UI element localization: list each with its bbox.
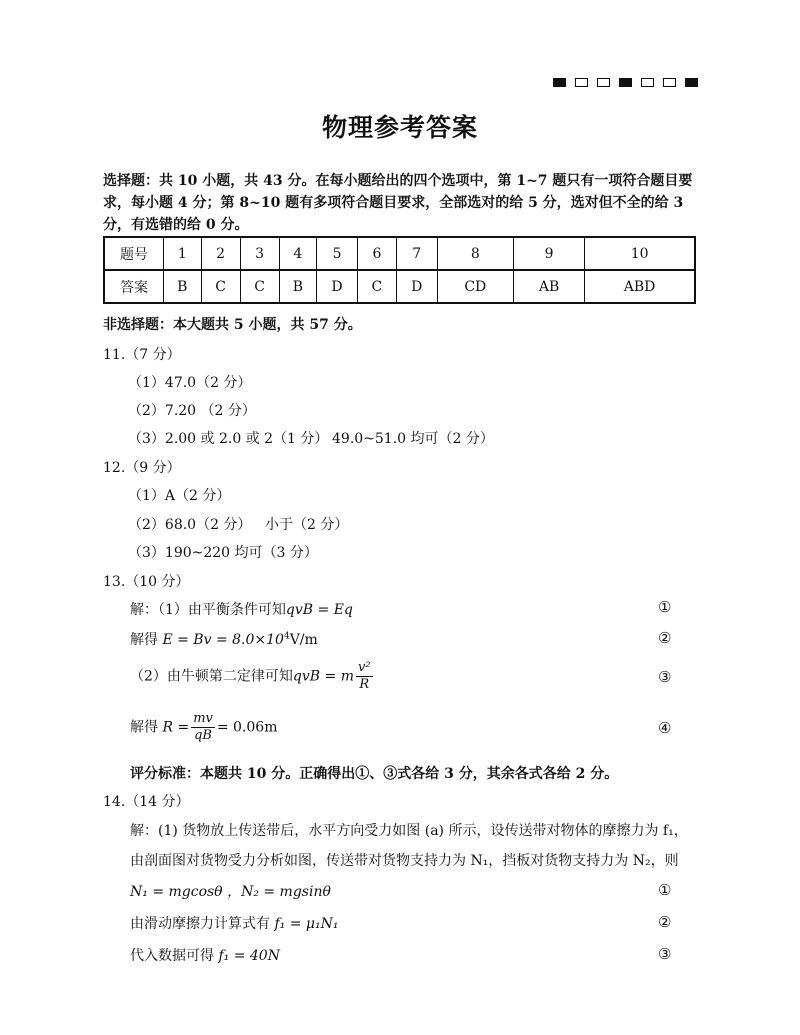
q13-line-3-text: （2）由牛顿第二定律可知 — [130, 668, 293, 685]
q13-unit: V/m — [289, 632, 318, 648]
table-cell: C — [357, 270, 396, 303]
q13-line-4-text: 解得 — [130, 719, 158, 736]
choice-intro: 选择题：共 10 小题，共 43 分。在每小题给出的四个选项中，第 1~7 题只有一项符合题目要求，每小题 4 分；第 8~10 题有多项符合题目要求，全部选对的给 5 分，选对但不全的给 3 分，有选错的给 0 分。 — [103, 173, 693, 233]
q14-line-3 — [130, 881, 331, 901]
marker-square — [619, 78, 632, 87]
table-cell: ABD — [585, 270, 695, 303]
marker-square — [685, 78, 698, 87]
table-cell: 答案 — [104, 270, 164, 303]
q14-equation-5: f₁ = 40N — [218, 948, 280, 964]
table-cell: C — [201, 270, 240, 303]
q12-answer-2: （2）68.0（2 分） — [128, 517, 252, 533]
q14-equation-4: f₁ = μ₁N₁ — [274, 916, 339, 932]
table-row — [104, 270, 695, 303]
table-cell: 1 — [164, 237, 202, 270]
q11-answer-3b: 49.0~51.0 均可（2 分） — [332, 431, 494, 447]
q12-answer-3: （3）190~220 均可（3 分） — [128, 545, 318, 561]
table-cell: 6 — [357, 237, 396, 270]
fraction-denominator: qB — [194, 728, 212, 743]
q13-line-1-text: 解：（1）由平衡条件可知 — [130, 602, 286, 618]
q13-criteria: 评分标准：本题共 10 分。正确得出①、③式各给 3 分，其余各式各给 2 分。 — [130, 766, 619, 782]
q12-answer-2b: 小于（2 分） — [265, 517, 349, 533]
marker-square — [641, 78, 654, 87]
equation-number: ④ — [658, 719, 672, 737]
marker-square — [663, 78, 676, 87]
equation-number: ① — [658, 598, 672, 616]
nonchoice-heading: 非选择题：本大题共 5 小题，共 57 分。 — [103, 317, 362, 333]
fraction-denominator: R — [359, 677, 370, 692]
table-row — [104, 237, 695, 270]
table-cell: 10 — [585, 237, 695, 270]
table-cell: C — [240, 270, 279, 303]
table-cell: B — [164, 270, 202, 303]
q13-equation-4: R = — [162, 719, 190, 736]
fraction — [356, 660, 373, 693]
table-cell: 5 — [317, 237, 358, 270]
q12-answer-1: （1）A（2 分） — [128, 488, 231, 504]
fraction — [191, 711, 215, 744]
q14-line-2: 由剖面图对货物受力分析如图，传送带对货物支持力为 N₁，挡板对货物支持力为 N₂，则 — [130, 853, 679, 869]
q13-heading: 13.（10 分） — [103, 574, 190, 590]
table-cell: D — [317, 270, 358, 303]
marker-square — [553, 78, 566, 87]
q14-line-1: 解：(1) 货物放上传送带后，水平方向受力如图 (a) 所示，设传送带对物体的摩擦力为 f₁， — [130, 823, 688, 839]
q13-equation-1: qvB = Eq — [285, 602, 353, 618]
table-cell: 2 — [201, 237, 240, 270]
q13-line-4 — [130, 711, 278, 744]
q13-equation-2: E = Bv = 8.0×10 — [162, 632, 284, 648]
q13-line-2-text: 解得 — [130, 632, 158, 648]
q13-line-1 — [130, 599, 353, 619]
q14-line-4-text: 由滑动摩擦力计算式有 — [130, 916, 270, 932]
table-cell: CD — [437, 270, 513, 303]
equation-number: ② — [658, 913, 672, 931]
table-cell: 4 — [279, 237, 317, 270]
equation-number: ③ — [658, 945, 672, 963]
fraction-numerator: v² — [358, 660, 371, 675]
table-cell: 7 — [396, 237, 437, 270]
q13-result: = 0.06m — [216, 719, 278, 736]
q14-heading: 14.（14 分） — [103, 794, 190, 810]
answer-table — [103, 236, 696, 304]
q14-line-5 — [130, 945, 280, 965]
q11-answer-1: （1）47.0（2 分） — [128, 375, 252, 391]
q11-answer-3: （3）2.00 或 2.0 或 2（1 分） — [128, 431, 329, 447]
page-markers — [553, 78, 698, 87]
table-cell: 3 — [240, 237, 279, 270]
q11-heading: 11.（7 分） — [103, 347, 181, 363]
marker-square — [575, 78, 588, 87]
table-cell: 题号 — [104, 237, 164, 270]
fraction-numerator: mv — [193, 711, 213, 726]
page-title: 物理参考答案 — [321, 113, 478, 142]
q12-heading: 12.（9 分） — [103, 460, 181, 476]
table-cell: B — [279, 270, 317, 303]
q14-line-5-text: 代入数据可得 — [130, 948, 214, 964]
q13-equation-3: qvB = m — [292, 668, 354, 685]
q13-line-3 — [130, 660, 375, 693]
marker-square — [597, 78, 610, 87]
q13-exponent: 4 — [283, 631, 290, 642]
q14-line-4 — [130, 913, 338, 933]
equation-number: ② — [658, 629, 672, 647]
equation-number: ① — [658, 881, 672, 899]
q14-equation-3: N₁ = mgcosθ ，N₂ = mgsinθ — [130, 884, 331, 900]
q13-line-2 — [130, 629, 318, 649]
table-cell: D — [396, 270, 437, 303]
equation-number: ③ — [658, 668, 672, 686]
table-cell: 8 — [437, 237, 513, 270]
table-cell: 9 — [513, 237, 584, 270]
q11-answer-2: （2）7.20 （2 分） — [128, 403, 256, 419]
table-cell: AB — [513, 270, 584, 303]
